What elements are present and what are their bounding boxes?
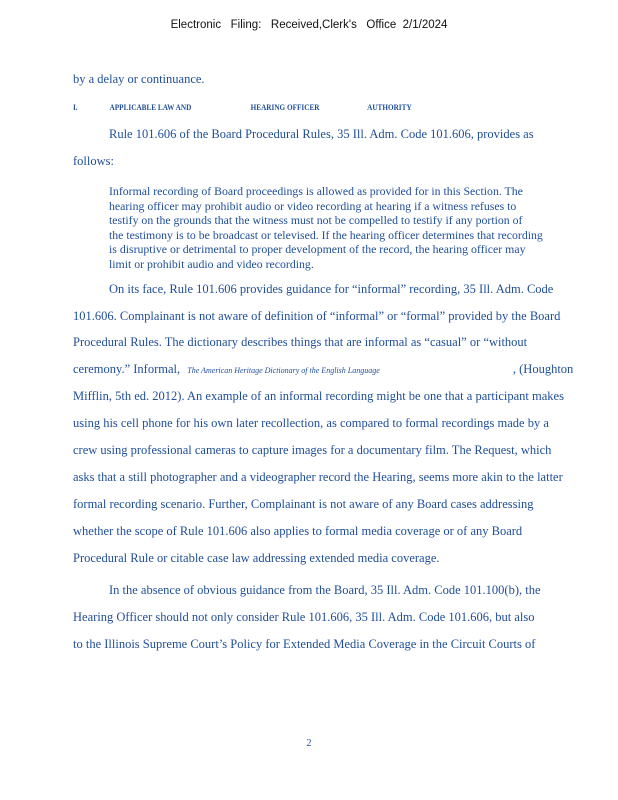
- para2-line: whether the scope of Rule 101.606 also applies to formal media coverage or of any Board: [73, 524, 523, 538]
- para1-line2: follows:: [73, 154, 114, 168]
- para2-line: asks that a still photographer and a videographer record the Hearing, seems more akin to the latter: [73, 470, 563, 484]
- para2-line-citation: [73, 362, 573, 377]
- para2-line: using his cell phone for his own later recollection, as compared to formal recordings made by a: [73, 416, 549, 430]
- block-quote-line: hearing officer may prohibit audio or video recording at hearing if a witness refuses to: [109, 198, 517, 213]
- filing-stamp-header: Electronic Filing: Received,Clerk's Office 2/1/2024: [170, 19, 448, 31]
- para3-line: to the Illinois Supreme Court’s Policy for Extended Media Coverage in the Circuit Courts of: [73, 637, 536, 651]
- para3-line: Hearing Officer should not only consider Rule 101.606, 35 Ill. Adm. Code 101.606, but also: [73, 610, 535, 624]
- page-number: 2: [306, 738, 312, 749]
- section-heading-part3: AUTHORITY: [367, 102, 412, 112]
- section-number: I.: [73, 102, 78, 112]
- citation-start: ceremony.” Informal,: [73, 362, 181, 376]
- para2-line: On its face, Rule 101.606 provides guidance for “informal” recording, 35 Ill. Adm. Code: [109, 282, 554, 296]
- para1-line1: Rule 101.606 of the Board Procedural Rules, 35 Ill. Adm. Code 101.606, provides as: [109, 127, 534, 141]
- block-quote-line: is disruptive or detrimental to proper development of the record, the hearing officer may: [109, 242, 526, 256]
- para2-line: 101.606. Complainant is not aware of definition of “informal” or “formal” provided by the Board: [73, 309, 561, 323]
- citation-end: , (Houghton: [512, 362, 573, 376]
- para2-line: crew using professional cameras to capture images for a documentary film. The Request, which: [73, 443, 552, 457]
- para2-line: Procedural Rules. The dictionary describes things that are informal as “casual” or “without: [73, 335, 528, 349]
- block-quote-line: testify on the grounds that the witness must not be compelled to testify if any portion of: [109, 213, 523, 227]
- para2-line: formal recording scenario. Further, Complainant is not aware of any Board cases addressing: [73, 497, 534, 511]
- block-quote-line: limit or prohibit audio and video recording.: [109, 256, 314, 271]
- block-quote-line: Informal recording of Board proceedings is allowed as provided for in this Section. The: [109, 184, 523, 198]
- para2-line: Procedural Rule or citable case law addressing extended media coverage.: [73, 551, 440, 565]
- block-quote-line: the testimony is to be broadcast or televised. If the hearing officer determines that recording: [109, 227, 543, 242]
- block-quote: [109, 184, 587, 271]
- continued-line: by a delay or continuance.: [73, 72, 205, 86]
- section-heading-part2: HEARING OFFICER: [250, 102, 320, 112]
- section-heading-part1: APPLICABLE LAW AND: [109, 102, 192, 112]
- para3-line: In the absence of obvious guidance from the Board, 35 Ill. Adm. Code 101.100(b), the: [109, 583, 541, 597]
- para2-line: Mifflin, 5th ed. 2012). An example of an informal recording might be one that a participant makes: [73, 389, 564, 403]
- dictionary-title: The American Heritage Dictionary of the English Language: [187, 366, 380, 375]
